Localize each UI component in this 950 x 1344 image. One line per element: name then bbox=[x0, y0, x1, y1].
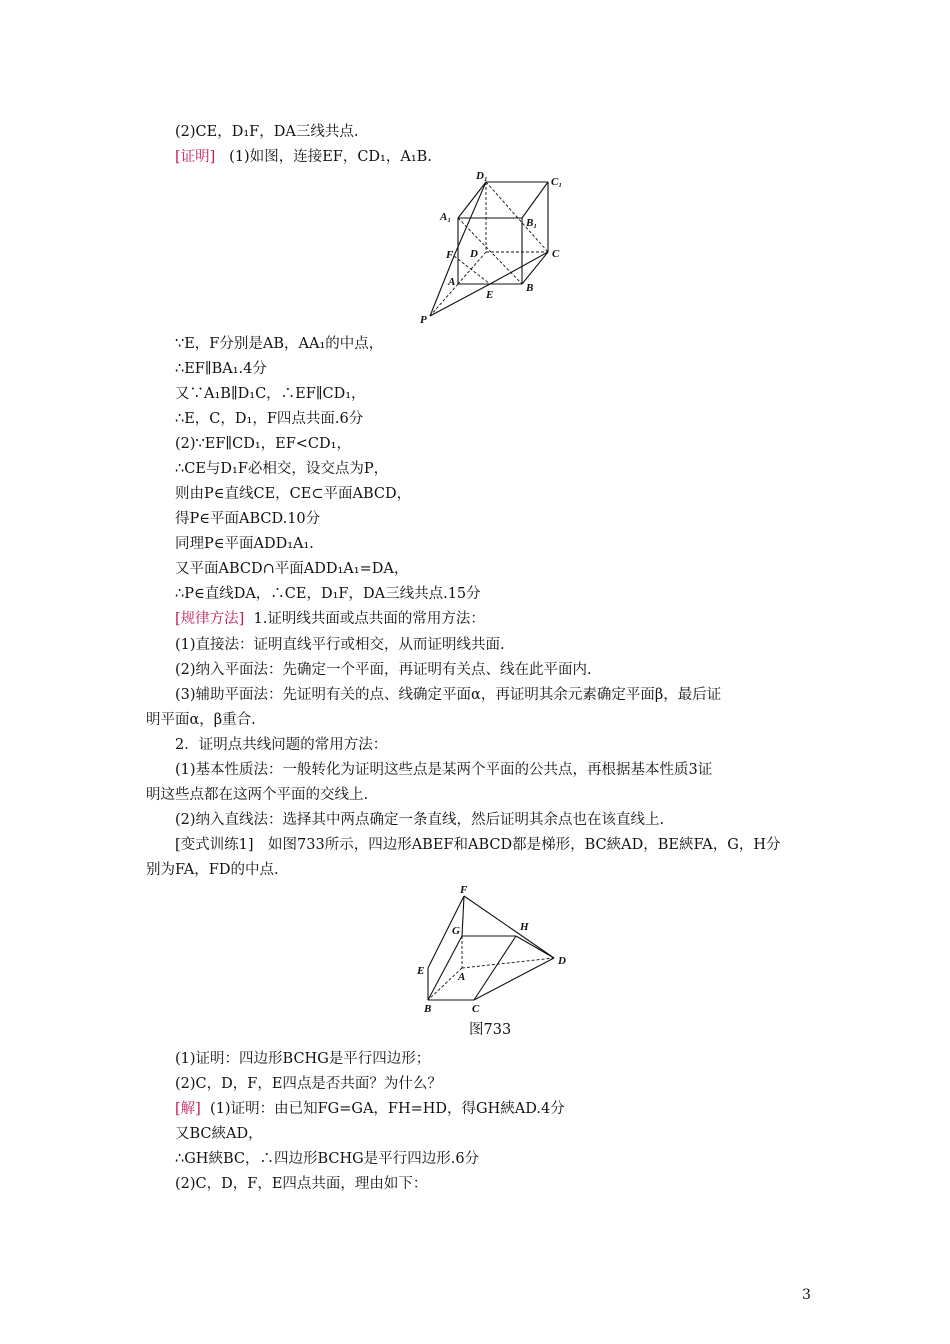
line-14 bbox=[175, 609, 485, 629]
line-22: (2)纳入直线法：选择其中两点确定一条直线，然后证明其余点也在该直线上. bbox=[175, 812, 665, 828]
proof-tag: [证明] bbox=[175, 149, 216, 165]
line-2-text: (1)如图，连接EF，CD₁，A₁B. bbox=[229, 149, 432, 165]
line-4: ∴EF∥BA₁.4分 bbox=[175, 361, 267, 377]
line-24: 别为FA，FD的中点. bbox=[146, 862, 279, 878]
fig1-label-A: A bbox=[448, 276, 456, 288]
fig2-label-E: E bbox=[417, 965, 425, 977]
line-29: ∴GH綊BC，∴四边形BCHG是平行四边形.6分 bbox=[175, 1151, 480, 1167]
figure-733 bbox=[412, 882, 582, 1018]
line-12: 又平面ABCD∩平面ADD₁A₁=DA， bbox=[175, 561, 409, 577]
line-27-text: (1)证明：由已知FG=GA，FH=HD，得GH綊AD.4分 bbox=[210, 1101, 565, 1117]
line-14-text: 1.证明线共面或点共面的常用方法： bbox=[253, 611, 485, 627]
fig1-label-F: F bbox=[446, 249, 454, 261]
line-17: (3)辅助平面法：先证明有关的点、线确定平面α，再证明其余元素确定平面β，最后证 bbox=[175, 687, 722, 703]
line-16: (2)纳入平面法：先确定一个平面，再证明有关点、线在此平面内. bbox=[175, 662, 592, 678]
fig1-label-D: D bbox=[470, 248, 478, 260]
line-6: ∴E，C，D₁，F四点共面.6分 bbox=[175, 411, 364, 427]
line-2 bbox=[175, 147, 432, 167]
fig1-label-P: P bbox=[420, 314, 427, 326]
line-28: 又BC綊AD， bbox=[175, 1126, 263, 1142]
line-23: [变式训练1] 如图733所示，四边形ABEF和ABCD都是梯形，BC綊AD，BE綊FA，G，H分 bbox=[175, 837, 781, 853]
page-number: 3 bbox=[802, 1287, 811, 1303]
line-15: (1)直接法：证明直线平行或相交，从而证明线共面. bbox=[175, 637, 505, 653]
line-10: 得P∈平面ABCD.10分 bbox=[175, 511, 321, 527]
line-5: 又∵A₁B∥D₁C，∴EF∥CD₁， bbox=[175, 386, 366, 402]
fig2-label-D: D bbox=[558, 955, 566, 967]
solution-tag: [解] bbox=[175, 1101, 201, 1117]
line-13: ∴P∈直线DA，∴CE，D₁F，DA三线共点.15分 bbox=[175, 586, 481, 602]
line-18: 明平面α，β重合. bbox=[146, 712, 256, 728]
fig1-label-D1: D₁ bbox=[476, 170, 488, 182]
fig1-label-E: E bbox=[486, 289, 494, 301]
fig2-label-C: C bbox=[472, 1003, 480, 1014]
figure-caption: 图733 bbox=[469, 1022, 512, 1038]
line-7: (2)∵EF∥CD₁，EF<CD₁， bbox=[175, 436, 351, 452]
line-3: ∵E，F分别是AB，AA₁的中点， bbox=[175, 336, 384, 352]
line-8: ∴CE与D₁F必相交，设交点为P， bbox=[175, 461, 389, 477]
line-9: 则由P∈直线CE，CE⊂平面ABCD， bbox=[175, 486, 412, 502]
figure-cube bbox=[418, 168, 568, 332]
fig2-label-A: A bbox=[458, 971, 466, 983]
fig2-label-B: B bbox=[424, 1003, 432, 1014]
line-26: (2)C，D，F，E四点是否共面？为什么？ bbox=[175, 1076, 442, 1092]
fig1-label-A1: A₁ bbox=[440, 211, 452, 223]
fig1-label-B1: B₁ bbox=[526, 217, 538, 229]
fig2-label-F: F bbox=[460, 884, 468, 896]
fig1-label-C1: C₁ bbox=[551, 176, 563, 188]
line-21: 明这些点都在这两个平面的交线上. bbox=[146, 787, 369, 803]
line-27 bbox=[175, 1099, 565, 1119]
line-20: (1)基本性质法：一般转化为证明这些点是某两个平面的公共点，再根据基本性质3证 bbox=[175, 762, 713, 778]
line-25: (1)证明：四边形BCHG是平行四边形； bbox=[175, 1051, 431, 1067]
fig1-label-B: B bbox=[526, 282, 534, 294]
line-19: 2．证明点共线问题的常用方法： bbox=[175, 737, 388, 753]
line-11: 同理P∈平面ADD₁A₁. bbox=[175, 536, 314, 552]
fig2-label-G: G bbox=[452, 925, 460, 937]
fig1-label-C: C bbox=[552, 248, 560, 260]
fig2-label-H: H bbox=[520, 921, 529, 933]
method-tag: [规律方法] bbox=[175, 611, 245, 627]
line-1: (2)CE，D₁F，DA三线共点. bbox=[175, 124, 359, 140]
line-30: (2)C，D，F，E四点共面，理由如下： bbox=[175, 1176, 428, 1192]
